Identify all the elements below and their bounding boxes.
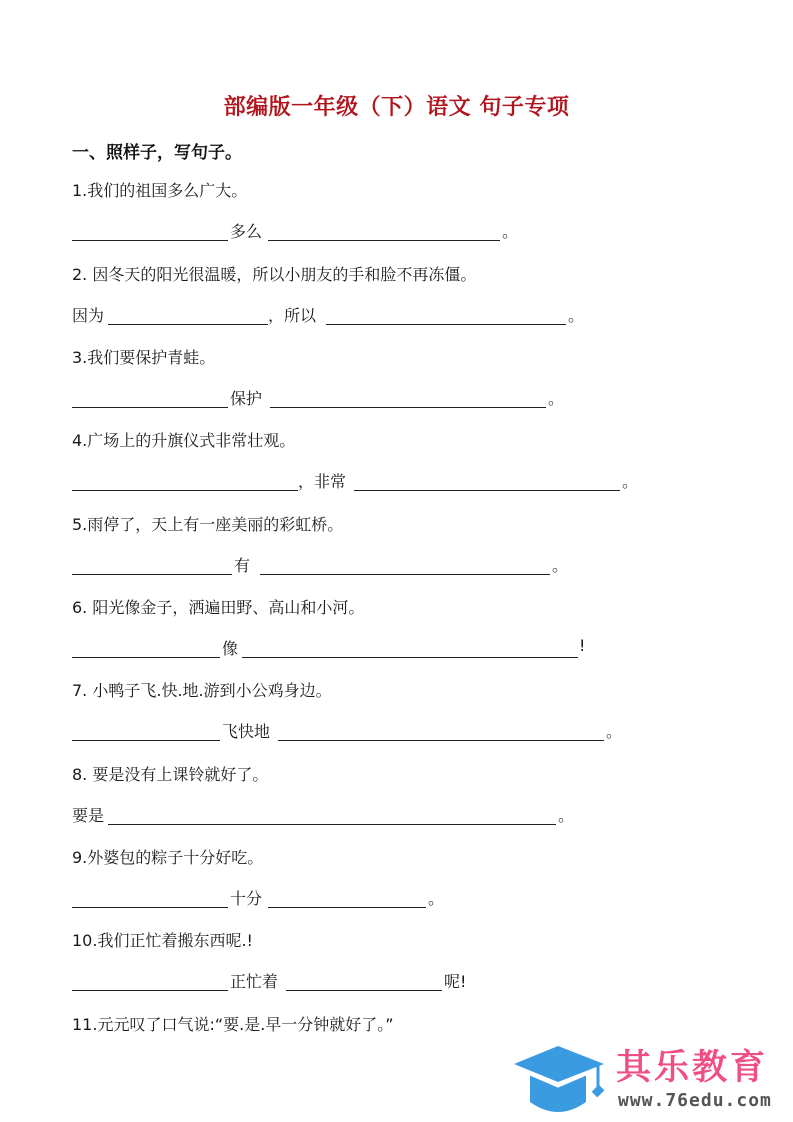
question-2-prompt: 2. 因冬天的阳光很温暖，所以小朋友的手和脸不再冻僵。 xyxy=(72,265,477,284)
document-title: 部编版一年级（下）语文 句子专项 xyxy=(223,95,570,120)
punctuation: 呢! xyxy=(444,972,467,991)
punctuation: 。 xyxy=(548,389,565,408)
sentence-word: ，非常 xyxy=(298,472,347,491)
answer-blank[interactable] xyxy=(108,302,268,325)
punctuation: 。 xyxy=(568,306,585,325)
graduation-cap-icon xyxy=(508,1042,608,1118)
sentence-word: 因为 xyxy=(72,306,105,325)
answer-blank[interactable] xyxy=(354,468,620,491)
question-11-prompt: 11.元元叹了口气说:“要.是.早一分钟就好了。” xyxy=(72,1015,394,1034)
question-1-prompt: 1.我们的祖国多么广大。 xyxy=(72,181,248,200)
answer-blank[interactable] xyxy=(326,302,566,325)
question-5-prompt: 5.雨停了，天上有一座美丽的彩虹桥。 xyxy=(72,515,344,534)
punctuation: 。 xyxy=(606,722,623,741)
section-heading: 一、照样子，写句子。 xyxy=(72,143,242,163)
sentence-word: 要是 xyxy=(72,806,105,825)
answer-blank[interactable] xyxy=(72,635,220,658)
punctuation: 。 xyxy=(558,806,575,825)
sentence-word: 像 xyxy=(222,639,239,658)
punctuation: 。 xyxy=(502,222,519,241)
sentence-word: 多么 xyxy=(230,222,263,241)
answer-blank[interactable] xyxy=(286,968,442,991)
punctuation: 。 xyxy=(622,472,639,491)
answer-blank[interactable] xyxy=(242,635,578,658)
sentence-word: ，所以 xyxy=(268,306,317,325)
answer-blank[interactable] xyxy=(72,885,228,908)
answer-blank[interactable] xyxy=(72,218,228,241)
answer-blank[interactable] xyxy=(268,218,500,241)
watermark-logo xyxy=(508,1040,788,1120)
punctuation: 。 xyxy=(428,889,445,908)
question-9-prompt: 9.外婆包的粽子十分好吃。 xyxy=(72,848,264,867)
brand-name: 其乐教育 xyxy=(616,1048,769,1088)
question-6-prompt: 6. 阳光像金子，洒遍田野、高山和小河。 xyxy=(72,598,365,617)
sentence-word: 保护 xyxy=(230,389,263,408)
question-10-prompt: 10.我们正忙着搬东西呢.! xyxy=(72,931,253,950)
answer-blank[interactable] xyxy=(72,468,298,491)
sentence-word: 正忙着 xyxy=(230,972,279,991)
answer-blank[interactable] xyxy=(268,885,426,908)
question-3-prompt: 3.我们要保护青蛙。 xyxy=(72,348,216,367)
answer-blank[interactable] xyxy=(72,968,228,991)
answer-blank[interactable] xyxy=(270,385,546,408)
question-4-prompt: 4.广场上的升旗仪式非常壮观。 xyxy=(72,431,296,450)
punctuation: ! xyxy=(579,636,586,655)
answer-blank[interactable] xyxy=(108,802,556,825)
answer-blank[interactable] xyxy=(260,552,550,575)
answer-blank[interactable] xyxy=(278,718,604,741)
answer-blank[interactable] xyxy=(72,385,228,408)
answer-blank[interactable] xyxy=(72,552,232,575)
brand-url: www.76edu.com xyxy=(618,1090,772,1111)
question-8-prompt: 8. 要是没有上课铃就好了。 xyxy=(72,765,269,784)
sentence-word: 有 xyxy=(234,556,251,575)
answer-blank[interactable] xyxy=(72,718,220,741)
sentence-word: 十分 xyxy=(230,889,263,908)
question-7-prompt: 7. 小鸭子飞.快.地.游到小公鸡身边。 xyxy=(72,681,332,700)
punctuation: 。 xyxy=(552,556,569,575)
sentence-word: 飞快地 xyxy=(222,722,271,741)
